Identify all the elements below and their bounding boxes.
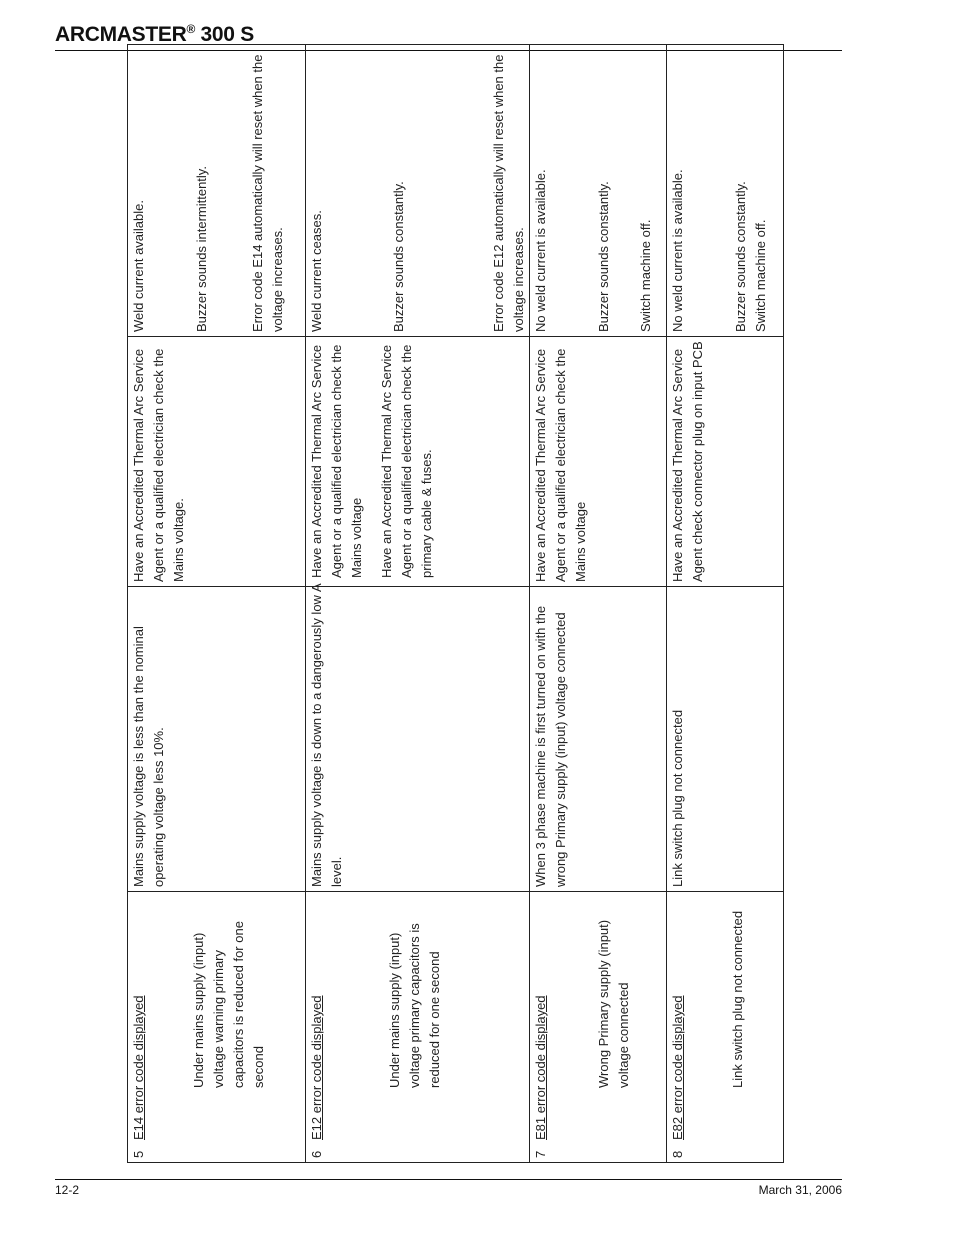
row-number: 5 [131,1150,146,1158]
document-date: March 31, 2006 [758,1183,842,1197]
cause-text: When 3 phase machine is first turned on with the wrong Primary supply (input) voltage connected [533,605,568,887]
model-name: 300 S [195,23,254,46]
result-text: Buzzer sounds constantly. [391,181,406,332]
remedy-cell [128,337,306,587]
error-detail: Under mains supply (input) voltage warning primary capacitors is reduced for one second [191,921,266,1088]
row-number: 6 [309,1150,324,1158]
error-title: E12 error code displayed [309,995,324,1140]
cause-text: Link switch plug not connected [670,709,685,887]
error-title: E14 error code displayed [131,995,146,1140]
result-text: No weld current is available. [533,169,548,332]
table-row [128,45,306,1163]
result-text: No weld current is available. [670,169,685,332]
error-title: E81 error code displayed [533,995,548,1140]
error-title: E82 error code displayed [670,995,685,1140]
remedy-text: Have an Accredited Thermal Arc Service Agent or a qualified electrician check the Mains voltage. [131,348,186,582]
error-detail: Wrong Primary supply (input) voltage connected [596,919,631,1088]
error-cell [667,892,784,1163]
remedy-text: Have an Accredited Thermal Arc Service Agent check connector plug on input PCB [670,341,705,582]
cause-cell [306,587,530,892]
result-text: Weld current available. [131,200,146,332]
cause-text: Mains supply voltage is down to a dangerously low level. [309,595,344,887]
cause-cell [128,587,306,892]
remedy-text: Have an Accredited Thermal Arc Service Agent or a qualified electrician check the Mains voltage [309,344,364,578]
table-row [530,45,667,1163]
remedy-cell [667,337,784,587]
table-row [306,45,530,1163]
table-row [667,45,784,1163]
footer-rule [55,1179,842,1180]
result-cell [667,45,784,337]
result-text: Switch machine off. [753,219,768,332]
remedy-text: Have an Accredited Thermal Arc Service Agent or a qualified electrician check the Mains voltage [533,348,588,582]
remedy-text: Have an Accredited Thermal Arc Service Agent or a qualified electrician check the primary cable & fuses. [379,344,434,578]
troubleshooting-table [127,44,784,1163]
error-cell [306,892,530,1163]
result-cell [306,45,530,337]
result-text: Weld current ceases. [309,210,324,332]
registered-mark: ® [186,22,196,36]
error-detail: Under mains supply (input) voltage primary capacitors is reduced for one second [387,923,442,1088]
row-number: 7 [533,1150,548,1158]
row-number: 8 [670,1150,685,1158]
cause-cell [667,587,784,892]
error-cell [128,892,306,1163]
result-text: Buzzer sounds constantly. [596,181,611,332]
result-text: Switch machine off. [638,219,653,332]
error-cell [530,892,667,1163]
cause-text: Mains supply voltage is less than the nominal operating voltage less 10%. [131,626,166,887]
remedy-cell [306,337,530,592]
result-cell [530,45,667,337]
cause-cell [530,587,667,892]
page-number: 12-2 [55,1183,80,1197]
result-text: Error code E12 automatically will reset when the voltage increases. [491,54,526,332]
result-text: Buzzer sounds intermittently. [194,166,209,332]
result-cell [128,45,306,337]
error-detail: Link switch plug not connected [730,910,745,1088]
troubleshooting-table-wrapper [127,54,768,1163]
result-text: Buzzer sounds constantly. [733,181,748,332]
remedy-cell [530,337,667,587]
result-text: Error code E14 automatically will reset when the voltage increases. [250,54,285,332]
row-marker: A [309,583,324,592]
brand-name: ARCMASTER [55,23,187,46]
